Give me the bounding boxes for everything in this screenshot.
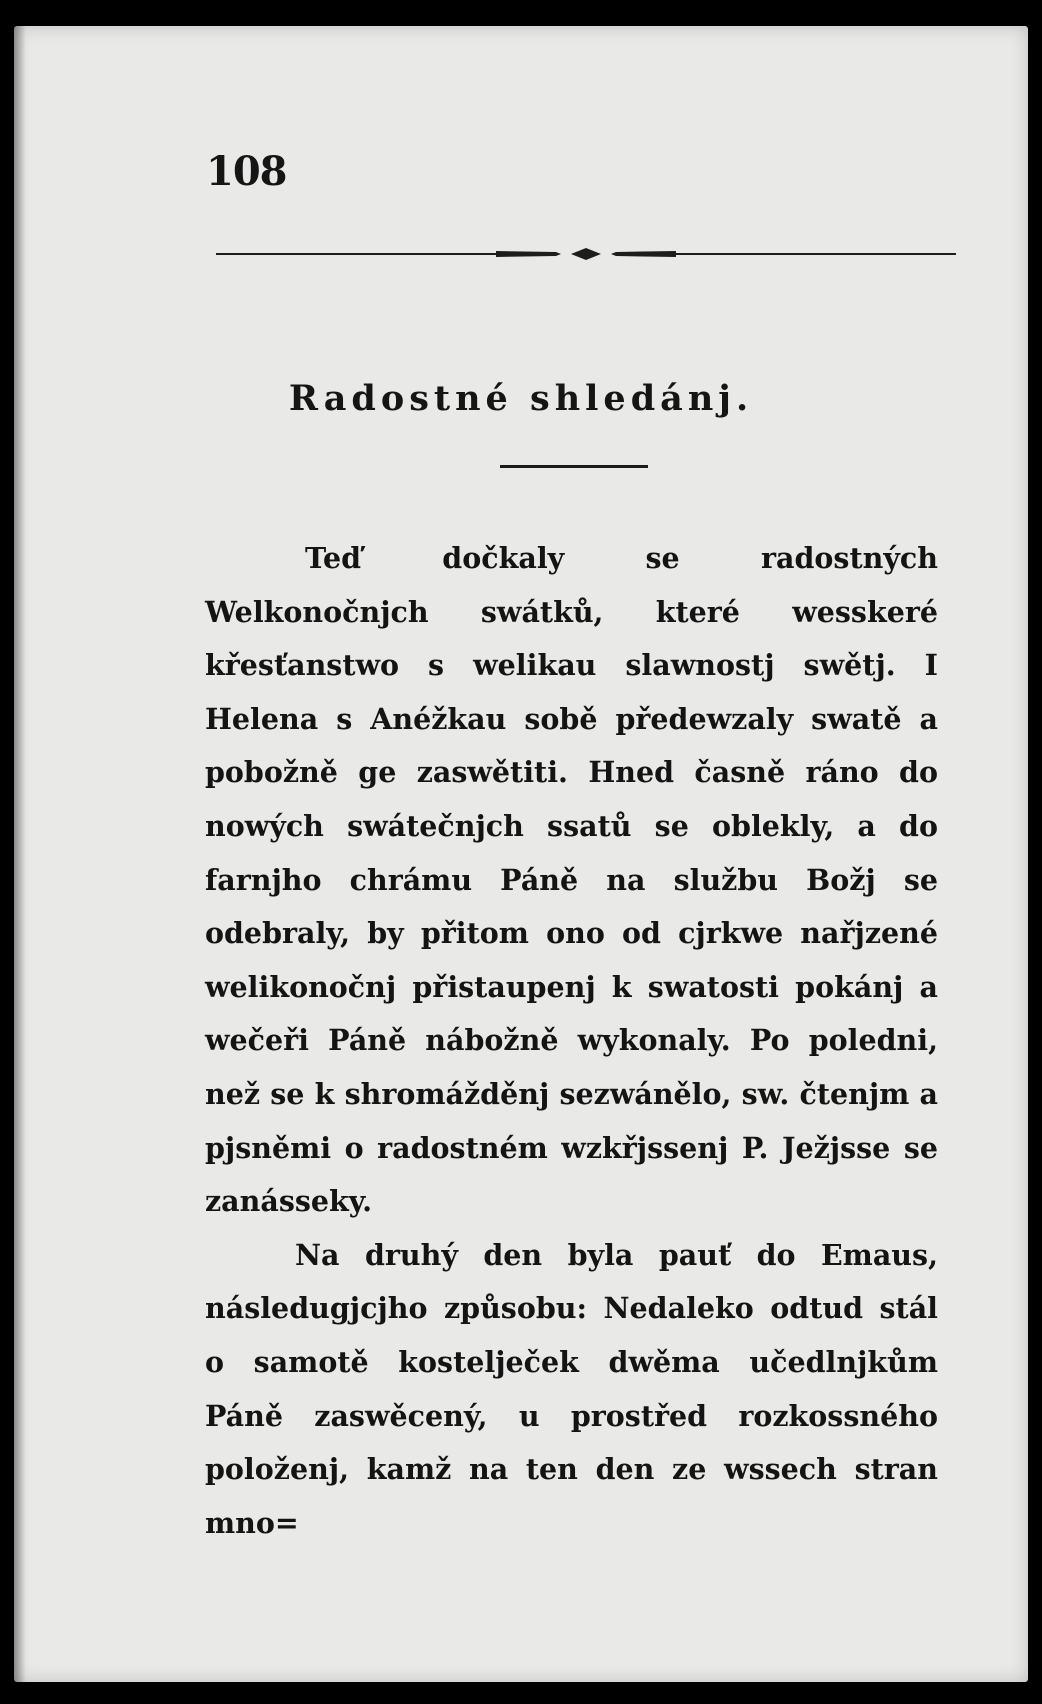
chapter-title: Radostné shledánj.	[288, 378, 754, 419]
page-number: 108	[206, 148, 287, 195]
paragraph: Na druhý den byla pauť do Emaus, následugjcjho způsobu: Nedaleko odtud stál o samotě kostelječek dwěma učedlnjkům Páně zaswěcený, u prostřed rozkossného položenj, kamž na ten den ze wssech stran mno=	[205, 1237, 938, 1540]
title-divider	[500, 465, 648, 468]
paragraph: Teď dočkaly se radostných Welkonočnjch swátků, které wesskeré křesťanstwo s welikau slawnostj swětj. I Helena s Anéžkau sobě předewzaly swatě a pobožně ge zaswětiti. Hned časně ráno do nowých swátečnjch ssatů se oblekly, a do farnjho chrámu Páně na službu Božj se odebraly, by přitom ono od cjrkwe nařjzené welikonočnj přistaupenj k swatosti pokánj a wečeři Páně nábožně wykonaly. Po poledni, než se k shromážděnj sezwánělo, sw. čtenjm a pjsněmi o radostném wzkřjssenj P. Ježjsse se zanásseky.	[205, 541, 938, 1219]
ornamental-rule	[216, 246, 956, 262]
page-edge-shadow	[14, 26, 26, 1682]
body-text	[205, 532, 938, 1550]
